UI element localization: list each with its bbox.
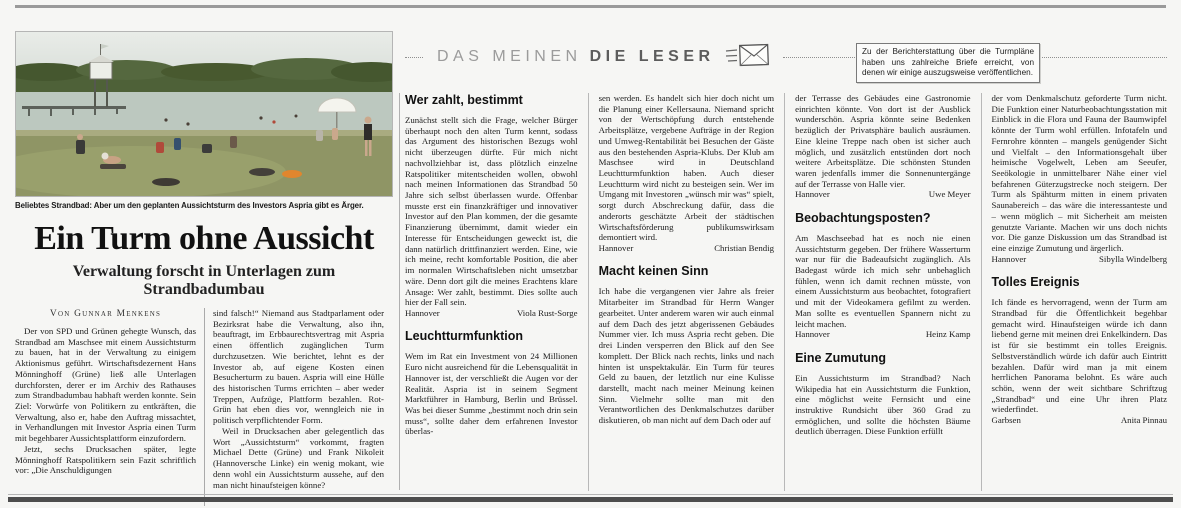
letter-body: Ich fände es hervorragend, wenn der Turm am Strandbad für die Öffentlichkeit begehbar gemacht wird. Hinaufsteigen würde ich dann liebend gerne mit meinen drei Enkelkindern. Das ist für sie bestimmt ein tolles Ereignis. Selbstverständlich würde ich dafür auch Eintritt bezahlen. Dafür wird man ja mit einem herrlichen Panorama belohnt. Es wäre auch schön, wenn der weit sichtbare Schriftzug „Strandbad“ und eine Uhr ihren Platz wiederfindet.: [991, 297, 1167, 415]
letter-heading: Macht keinen Sinn: [598, 264, 709, 279]
letter-signature: [599, 243, 774, 254]
signature-place: Hannover: [795, 329, 830, 340]
signature-place: Hannover: [598, 243, 634, 254]
article-subheadline: Verwaltung forscht in Unterlagen zum Strandbadumbau: [72, 263, 336, 298]
page-top-rule: [15, 5, 1166, 8]
letter-signature: [992, 415, 1167, 426]
letter-heading: Tolles Ereignis: [991, 275, 1080, 290]
article-headline: Ein Turm ohne Aussicht: [34, 220, 374, 257]
article-paragraph: Weil in Drucksachen aber gelegentlich das Wort „Aussichtsturm“ vorkommt, fragten Michael Dette (Grüne) und Frank Nikoleit (Hannoversche Linke) ein wenig mokant, wie denn wohl ein Aussichtsturm aussehe, auf den man nicht hinaufsteigen könne?: [213, 425, 384, 490]
page-bottom-thick-rule: [8, 497, 1173, 502]
letter-body: Ein Aussichtsturm im Strandbad? Nach Wikipedia hat ein Aussichtsturm die Funktion, eine möglichst weite Fernsicht und eine instruktive Rundsicht über 360 Grad zu ermöglichen, und sollte die höchsten Bäume deutlich überragen. Diese Funktion erfüllt: [795, 372, 971, 437]
article-paragraph: Der von SPD und Grünen gehegte Wunsch, das Strandbad am Maschsee mit einem Aussichtsturm zu bauen, hat in der Verwaltung zu einigem Aktionismus geführt. Wirtschaftsdezernent Hans Mönninghoff (Grüne) ließ alle Unterlagen durchforsten, derer er im Archiv des Rathauses zum Strandbadumbau habhaft werden konnte. Sein Ziel: Vorwürfe von Politikern zu entkräften, die Verwaltung, also er, habe den Auftrag missachtet, in Verhandlungen mit Investor Aspria einen Turm mit begehbarer Aussichtsplattform einzufordern.: [15, 326, 196, 444]
letters-column-4: [981, 93, 1167, 491]
article-body: [15, 308, 393, 506]
envelope-icon: [725, 42, 771, 72]
letter-heading: Leuchtturmfunktion: [405, 329, 524, 344]
article-column-1: [15, 308, 196, 506]
signature-name: Anita Pinnau: [1120, 415, 1167, 426]
article-paragraph: Jetzt, sechs Drucksachen später, legte Mönninghoff Ratspolitikern sein Fazit schriftlich vor: „Die Anschuldigungen: [15, 443, 196, 476]
letters-kicker-bold: DIE LESER: [589, 48, 715, 65]
beach-scene-illustration: [16, 32, 392, 196]
strandbad-photo: [15, 31, 393, 197]
letters-section: [405, 40, 1167, 491]
signature-name: Christian Bendig: [714, 243, 775, 254]
letter-heading: Eine Zumutung: [795, 350, 887, 365]
dotted-rule-left: [405, 57, 423, 58]
letters-kicker-light: DAS MEINEN: [437, 48, 582, 65]
letter-heading: Beobachtungsposten?: [795, 210, 931, 225]
page-bottom-thin-rule: [8, 494, 1173, 495]
letter-heading: Wer zahlt, bestimmt: [405, 93, 523, 107]
article-paragraph: sind falsch!“ Niemand aus Stadtparlament oder Bezirksrat habe die Verwaltung, also ihn, beauftragt, im Erbbaurechtsvertrag mit Aspria einen öffentlich zugänglichen Turm durchzusetzen. Wie berichtet, lehnt es der Investor ab, auf eigene Kosten einen Besucherturm zu bauen. Aspria will eine Hülle des historischen Turms errichten – aber weder Treppen, Aufzüge, Plattform bezahlen. Rot-Grün hat eben dies vor, wenngleich nie in politisch verpflichtender Form.: [213, 308, 384, 426]
article-column-2: [204, 308, 384, 506]
signature-place: Hannover: [991, 253, 1027, 264]
signature-place: Garbsen: [991, 415, 1021, 426]
letter-signature: [795, 189, 970, 200]
article-byline: Von Gunnar Menkens: [49, 309, 162, 319]
letters-column-2: [588, 93, 774, 491]
letter-body: sen werden. Es handelt sich hier doch nicht um die Planung einer Kellersauna. Niemand spricht von der Wertschöpfung durch entstehende Arbeitsplätze, vergebene Aufträge in der Region und Umweg-Rentabilität bei Besuchen der Gäste aus den bestehenden Aspria-Klubs. Der Klub am Maschsee wird in Deutschland Leuchtturmfunktion haben. Auch dieser Leuchtturm wird nicht zu besteigen sein. Wer im Umgang mit Investoren „wünsch mir was“ spielt, sorgt durch Abschreckung dafür, dass die anderorts geschätzte Arbeit der städtischen Wirtschaftsförderung publikumswirksam demontiert wird.: [598, 93, 775, 243]
main-article: [15, 31, 393, 506]
letters-header: [405, 40, 1167, 78]
signature-place: Hannover: [795, 189, 830, 200]
letter-signature: [992, 254, 1167, 265]
letters-intro-box: Zu der Berichterstattung über die Turmpläne haben uns zahlreiche Briefe erreicht, von denen wir einige auszugsweise veröffentlichen.: [856, 43, 1040, 83]
letter-body: Ich habe die vergangenen vier Jahre als freier Mitarbeiter im Strandbad für Herrn Wanger gearbeitet. Unter anderem waren wir auch einmal auf dem Dach des jetzt abgerissenen Gebäudes Nummer vier. Ich muss Aspria recht geben. Die drei Linden versperren den Blick auf den See komplett. Der Blick nach rechts, links und nach hinten ist unspektakulär. Ein Turm für teures Geld zu bauen, der letztlich nur eine Kulisse darstellt, macht nach meiner Meinung keinen Sinn. Vielmehr sollte man mit den Verantwortlichen des Denkmalschutzes darüber diskutieren, ob man nicht auf dem Dach oder auf: [598, 286, 775, 426]
signature-place: Hannover: [405, 307, 440, 318]
photo-caption: Beliebtes Strandbad: Aber um den geplanten Aussichtsturm des Investors Aspria gibt es Ärger.: [15, 201, 364, 210]
letters-column-1: [405, 93, 578, 491]
letter-body: der Terrasse des Gebäudes eine Gastronomie einrichten könnte. Von dort ist der Ausblick wunderschön. Aspria könnte seine Bedenken bezüglich der Privatsphäre baulich ausräumen. Eine kleine Treppe nach oben ist sicher auch möglich, und zusätzlich entstünden dort noch weitere Arbeitsplätze. Die schönsten Stunden waren jedenfalls immer die Sonnenuntergänge auf der Terrasse von Halle vier.: [795, 93, 971, 189]
letter-body: Wem im Rat ein Investment von 24 Millionen Euro nicht ausreichend für die Lebensqualität in Hannover ist, der verschließt die Augen vor der Realität. Aspria ist in seinem Segment Marktführer in Hamburg, Berlin und Brüssel. Was bei dieser Summe „bestimmt noch drin sein muss“, sollte daher dem erfahrenen Investor überlas-: [405, 351, 578, 437]
signature-name: Uwe Meyer: [928, 189, 971, 200]
letter-signature: [405, 308, 578, 319]
signature-name: Sibylla Windelberg: [1099, 253, 1167, 264]
letter-signature: [795, 329, 970, 340]
signature-name: Viola Rust-Sorge: [516, 307, 578, 318]
letter-body: Zunächst stellt sich die Frage, welcher Bürger überhaupt noch den alten Turm kennt, sodass das Argument des historischen Bezugs wohl nicht überzeugen dürfte. Für mich nicht nachvollziehbar ist, dass plötzlich einzelne Ratspolitiker mitentscheiden wollen, obwohl nach meinen Informationen das Strandbad 50 Jahre sich selbst überlassen wurde. Offenbar musste erst ein finanzkräftiger und innovativer Investor auf den Plan kommen, der die gesamte Finanzierung übernimmt, damit wieder ein Interesse für Entscheidungen geweckt ist, die dann natürlich drittfinanziert werden. Eine, wie ich meine, recht komfortable Position, die aber im normalen Wirtschaftsleben nicht umsetzbar wäre. Denn dort gilt die meines Erachtens klare Ansage: Wer zahlt, bestimmt. Dies sollte auch hier der Fall sein.: [405, 115, 578, 308]
letter-body: Am Maschseebad hat es noch nie einen Aussichtsturm gegeben. Der frühere Wasserturm war nur für die Badeaufsicht zugänglich. Als Badegast würde ich mich sehr unbehaglich fühlen, wenn ich damit rechnen müsste, von einem Aussichtsturm aus beobachtet, fotografiert und mit der Videokamera gefilmt zu werden. Man sollte es eventuellen Spannern nicht zu leicht machen.: [795, 232, 971, 329]
section-divider: [399, 93, 400, 490]
letters-column-3: [784, 93, 970, 491]
letters-columns: [405, 93, 1167, 491]
letter-body: der vom Denkmalschutz geforderte Turm nicht. Die Funktion einer Naturbeobachtungsstation mit Einblick in die Flora und Fauna der Baumwipfel könnte der Turm wohl erfüllen. Infotafeln und Fernrohre könnten – mangels genügender Sicht und Vielfalt – den Informationsgehalt über heimische Vogelwelt, Leben am Seeufer, Seeökologie in unmittelbarer Nähe einer viel befahrenen Güterzugstrecke noch steigern. Der Turm als Spähturm mitten in einem privaten Saunabereich – das wäre die interessanteste und – wenn möglich – mit Sicherheit am meisten genutzte Variante. Machen wir uns doch nichts vor. Die ganze Diskussion um das Strandbad ist eine einzige Zumutung und ärgerlich.: [991, 93, 1167, 254]
signature-name: Heinz Kamp: [925, 329, 971, 340]
